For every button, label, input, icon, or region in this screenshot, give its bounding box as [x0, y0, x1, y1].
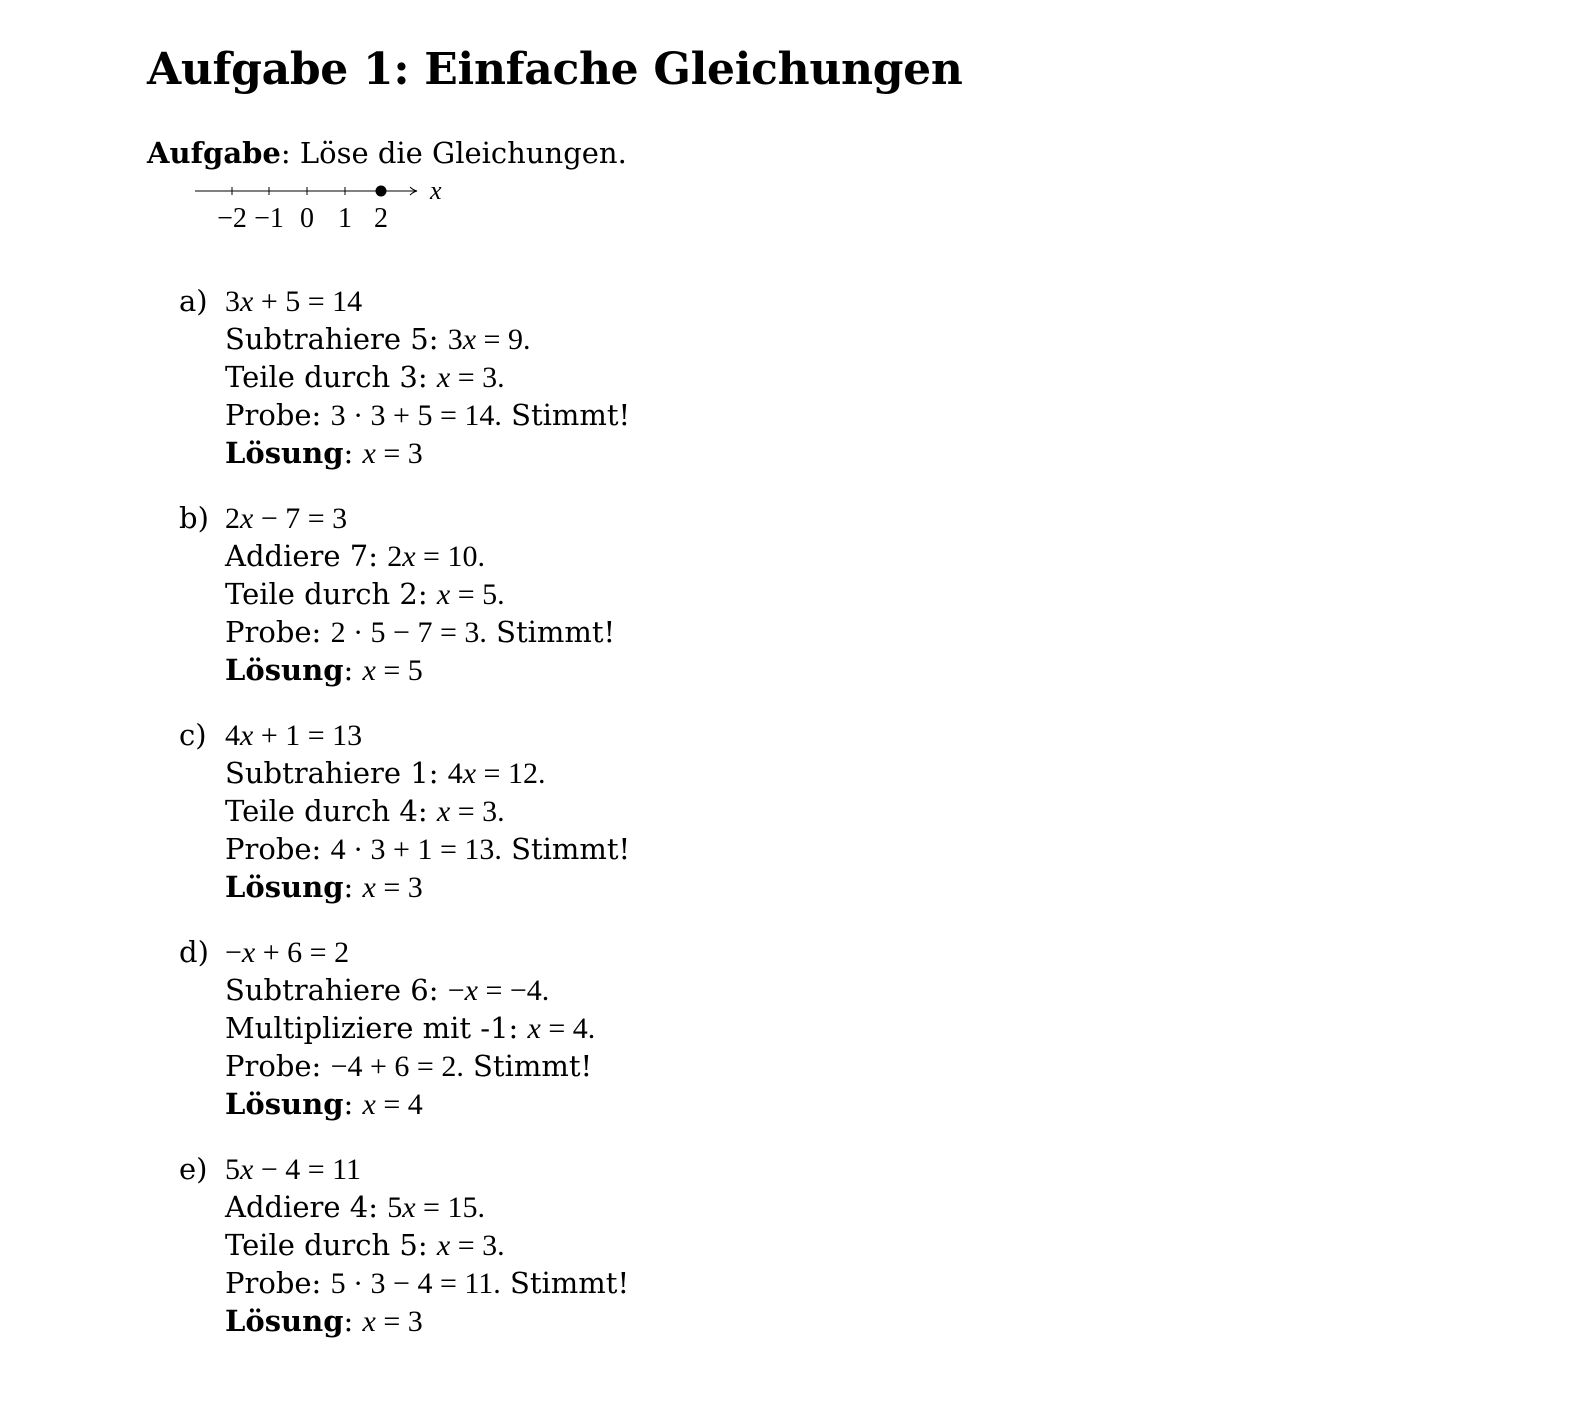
task-intro-label: Aufgabe [147, 136, 281, 170]
page-title: Aufgabe 1: Einfache Gleichungen [147, 44, 963, 95]
step-text: Teile durch 2: [225, 577, 437, 611]
solution-line: Lösung: x = 3 [225, 1304, 423, 1338]
solution-line: Lösung: x = 3 [225, 870, 423, 904]
solution-line: Lösung: x = 5 [225, 653, 423, 687]
equation-math: 4x + 1 = 13 [225, 719, 363, 752]
step-math: 4x = 12. [447, 757, 546, 790]
equation-math: 2x − 7 = 3 [225, 502, 348, 535]
step-math: x = 3. [436, 1229, 505, 1262]
step-math: 2 · 5 − 7 = 3. [330, 616, 487, 649]
solution-math: x = 3 [362, 437, 423, 470]
exercise-label: b) [179, 501, 209, 535]
solution-steps [225, 320, 630, 434]
exercise-label: a) [179, 284, 208, 318]
step-math: 2x = 10. [387, 540, 485, 573]
tick-label: 1 [338, 203, 352, 234]
step-text: Probe: [225, 832, 331, 866]
solution-step [225, 1188, 629, 1226]
solution-label: Lösung [225, 1304, 344, 1338]
number-line [187, 176, 467, 236]
solution-step [225, 537, 615, 575]
tick-label: 0 [300, 203, 314, 234]
step-verdict: Stimmt! [463, 1049, 593, 1083]
step-math: 4 · 3 + 1 = 13. [330, 833, 502, 866]
step-text: Subtrahiere 5: [225, 322, 448, 356]
exercise-equation [225, 716, 630, 754]
step-text: Multipliziere mit -1: [225, 1011, 528, 1045]
exercise-equation [225, 1150, 629, 1188]
tick-label: 2 [374, 203, 388, 234]
solution-step [225, 1264, 629, 1302]
solution-math: x = 4 [362, 1088, 423, 1121]
solution-step [225, 613, 615, 651]
equation-math: −x + 6 = 2 [225, 936, 350, 969]
solution-math: x = 3 [362, 871, 423, 904]
solution-step [225, 1047, 595, 1085]
solution-step [225, 792, 630, 830]
step-verdict: Stimmt! [501, 398, 631, 432]
step-verdict: Stimmt! [486, 615, 616, 649]
exercise-body [225, 282, 630, 472]
step-text: Addiere 7: [225, 539, 388, 573]
solution-math: x = 3 [362, 1305, 423, 1338]
solution-step [225, 971, 595, 1009]
solution-step [225, 396, 630, 434]
solution-step [225, 1009, 595, 1047]
solution-label: Lösung [225, 653, 344, 687]
task-intro [147, 134, 627, 172]
exercise-label: d) [179, 935, 209, 969]
step-text: Teile durch 4: [225, 794, 437, 828]
solution-step [225, 830, 630, 868]
step-text: Probe: [225, 1049, 331, 1083]
exercise-equation [225, 499, 615, 537]
step-math: −x = −4. [447, 974, 550, 1007]
step-text: Subtrahiere 6: [225, 973, 448, 1007]
solution-steps [225, 971, 595, 1085]
solution-line: Lösung: x = 3 [225, 436, 423, 470]
solution-label: Lösung [225, 1087, 344, 1121]
solution-step [225, 754, 630, 792]
solution-label: Lösung [225, 436, 344, 470]
tick-label: −2 [217, 203, 247, 234]
step-verdict: Stimmt! [501, 832, 631, 866]
task-intro-text: : Löse die Gleichungen. [280, 136, 627, 170]
step-math: x = 3. [436, 361, 505, 394]
exercise-equation [225, 282, 630, 320]
solution-line: Lösung: x = 4 [225, 1087, 423, 1121]
exercise-body [225, 933, 595, 1123]
exercise-label: e) [179, 1152, 208, 1186]
marked-point-dot [376, 186, 387, 197]
step-text: Probe: [225, 615, 331, 649]
step-text: Probe: [225, 1266, 331, 1300]
step-text: Teile durch 3: [225, 360, 437, 394]
step-math: x = 5. [436, 578, 505, 611]
equation-math: 5x − 4 = 11 [225, 1153, 362, 1186]
exercise-body [225, 499, 615, 689]
solution-step [225, 320, 630, 358]
solution-steps [225, 537, 615, 651]
axis-label: x [430, 176, 442, 205]
exercise-body [225, 716, 630, 906]
tick-label: −1 [254, 203, 284, 234]
step-math: 5 · 3 − 4 = 11. [330, 1267, 501, 1300]
step-math: −4 + 6 = 2. [330, 1050, 464, 1083]
exercise-body [225, 1150, 629, 1340]
solution-step [225, 1226, 629, 1264]
exercise-label: c) [179, 718, 207, 752]
step-math: 5x = 15. [387, 1191, 485, 1224]
exercise-equation [225, 933, 595, 971]
step-math: 3x = 9. [447, 323, 531, 356]
solution-steps [225, 1188, 629, 1302]
step-math: x = 3. [436, 795, 505, 828]
step-text: Probe: [225, 398, 331, 432]
step-text: Teile durch 5: [225, 1228, 437, 1262]
solution-step [225, 575, 615, 613]
step-math: x = 4. [527, 1012, 596, 1045]
step-verdict: Stimmt! [500, 1266, 630, 1300]
solution-math: x = 5 [362, 654, 423, 687]
step-text: Addiere 4: [225, 1190, 388, 1224]
solution-steps [225, 754, 630, 868]
step-text: Subtrahiere 1: [225, 756, 448, 790]
solution-label: Lösung [225, 870, 344, 904]
step-math: 3 · 3 + 5 = 14. [330, 399, 502, 432]
equation-math: 3x + 5 = 14 [225, 285, 363, 318]
solution-step [225, 358, 630, 396]
